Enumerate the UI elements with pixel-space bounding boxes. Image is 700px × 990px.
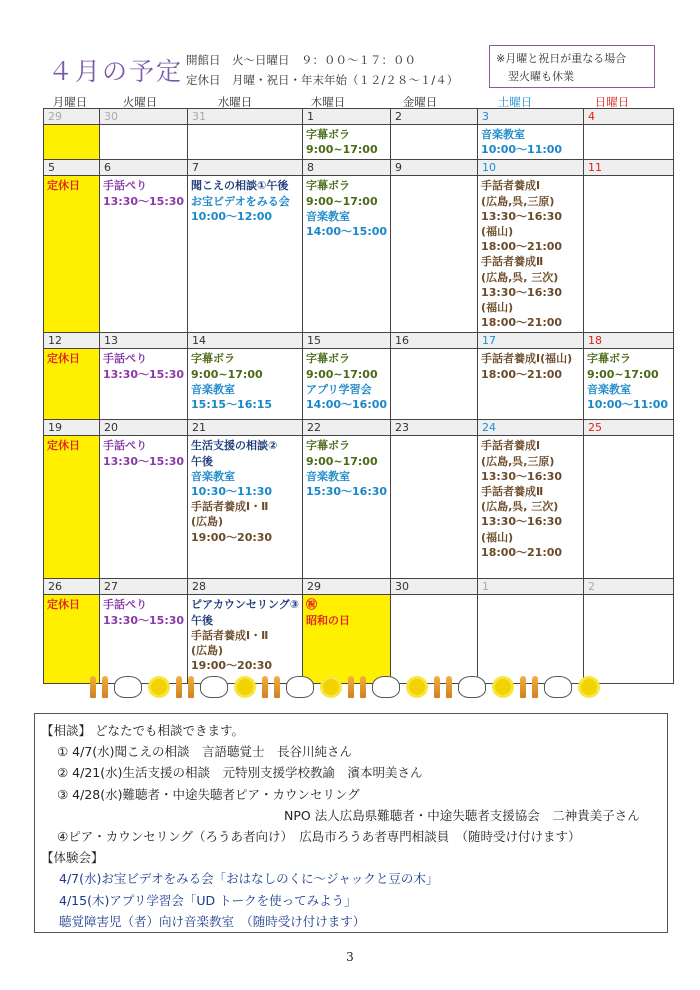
event-line: 9:00~17:00 <box>587 367 659 381</box>
event-line: 10:30～11:30 <box>191 485 273 499</box>
consult-item-3: ③ 4/28(水)難聴者・中途失聴者ピア・カウンセリング <box>57 786 360 802</box>
week-number-row <box>44 160 674 176</box>
day-events <box>100 349 188 420</box>
event-line: 18:00～21:00 <box>481 240 563 254</box>
event-line: 14:00～16:00 <box>306 398 388 412</box>
event-line: ピアカウンセリング③ <box>191 598 300 612</box>
day-events <box>478 595 584 684</box>
week-number-row <box>44 333 674 349</box>
event-line: 手話者養成Ⅰ・Ⅱ <box>191 500 269 514</box>
event-line: 字幕ボラ <box>587 352 632 366</box>
day-events <box>478 125 584 160</box>
butterfly-icon <box>286 676 314 698</box>
butterfly-icon <box>114 676 142 698</box>
event-line: ㊗ <box>306 598 318 612</box>
day-number: 12 <box>44 333 100 349</box>
opening-hours: 開館日 火～日曜日 ９：００～１７：００ <box>186 53 416 67</box>
weekday-wed: 水曜日 <box>217 95 253 109</box>
day-events <box>100 176 188 333</box>
event-line: (広島) <box>191 644 224 658</box>
day-events <box>391 176 478 333</box>
day-number: 30 <box>391 579 478 595</box>
event-line: (広島) <box>191 515 224 529</box>
event-line: 手話者養成Ⅰ <box>481 439 541 453</box>
day-events <box>584 176 674 333</box>
day-number: 29 <box>44 109 100 125</box>
event-line: 13:30～16:30 <box>481 285 563 299</box>
pencil-icon <box>360 676 366 698</box>
day-number: 10 <box>478 160 584 176</box>
day-events <box>391 349 478 420</box>
week-events-row <box>44 595 674 684</box>
day-number: 18 <box>584 333 674 349</box>
day-events <box>303 176 391 333</box>
consult-heading: 【相談】 どなたでも相談できます。 <box>41 723 244 738</box>
day-events <box>584 436 674 579</box>
consult-item-1: ① 4/7(水)聞こえの相談 言語聴覚士 長谷川純さん <box>57 744 353 760</box>
event-line: 生活支援の相談② <box>191 439 278 453</box>
day-events <box>391 595 478 684</box>
event-line: 字幕ボラ <box>306 179 351 193</box>
day-events <box>44 349 100 420</box>
day-number: 8 <box>303 160 391 176</box>
event-line: 手話ぺり <box>103 598 147 612</box>
day-events <box>100 436 188 579</box>
day-number: 24 <box>478 420 584 436</box>
day-events <box>44 125 100 160</box>
page-number: 3 <box>346 950 354 964</box>
day-number: 15 <box>303 333 391 349</box>
week-number-row <box>44 579 674 595</box>
butterfly-icon <box>372 676 400 698</box>
day-events <box>303 349 391 420</box>
butterfly-icon <box>200 676 228 698</box>
day-events <box>303 125 391 160</box>
experience-item-2: 4/15(木)アプリ学習会「UD トークを使ってみよう」 <box>59 892 357 908</box>
event-line: (福山) <box>481 225 514 239</box>
event-line: 18:00～21:00 <box>481 545 563 559</box>
day-number: 16 <box>391 333 478 349</box>
consult-item-3-org: NPO 法人広島県難聴者・中途失聴者支援協会 二神貴美子さん <box>284 807 640 823</box>
event-line: (広島,呉,三原) <box>481 454 555 468</box>
day-number: 11 <box>584 160 674 176</box>
event-line: 10:00～11:00 <box>481 143 563 157</box>
day-events <box>303 595 391 684</box>
event-line: 定休日 <box>47 598 80 612</box>
day-number: 4 <box>584 109 674 125</box>
day-number: 19 <box>44 420 100 436</box>
day-number: 1 <box>478 579 584 595</box>
pencil-icon <box>532 676 538 698</box>
event-line: 定休日 <box>47 179 80 193</box>
event-line: 手話者養成Ⅰ(福山) <box>481 352 573 366</box>
day-number: 5 <box>44 160 100 176</box>
flower-icon <box>409 679 425 695</box>
event-line: (広島,呉,三原) <box>481 194 555 208</box>
event-line: 字幕ボラ <box>306 439 351 453</box>
day-events <box>188 595 303 684</box>
day-events <box>303 436 391 579</box>
pencil-icon <box>188 676 194 698</box>
event-line: (広島,呉, 三次) <box>481 500 559 514</box>
event-line: 定休日 <box>47 352 80 366</box>
day-number: 17 <box>478 333 584 349</box>
flower-icon <box>237 679 253 695</box>
event-line: (福山) <box>481 530 514 544</box>
pencil-icon <box>90 676 96 698</box>
event-line: 15:15～16:15 <box>191 398 273 412</box>
event-line: 聞こえの相談①午後 <box>191 179 289 193</box>
pencil-icon <box>434 676 440 698</box>
pencil-icon <box>102 676 108 698</box>
event-line: 13:30～15:30 <box>103 367 185 381</box>
butterfly-icon <box>544 676 572 698</box>
day-events <box>100 125 188 160</box>
event-line: 音楽教室 <box>587 382 632 396</box>
week-events-row <box>44 436 674 579</box>
holiday-note-box <box>489 45 655 88</box>
day-number: 22 <box>303 420 391 436</box>
event-line: 13:30～16:30 <box>481 469 563 483</box>
event-line: 15:30～16:30 <box>306 485 388 499</box>
pencil-icon <box>274 676 280 698</box>
weekday-thu: 木曜日 <box>310 95 346 109</box>
experience-item-3: 聴覚障害児（者）向け音楽教室 （随時受け付けます） <box>59 913 366 929</box>
page-title: ４月の予定 <box>48 57 184 86</box>
week-number-row <box>44 109 674 125</box>
day-number: 13 <box>100 333 188 349</box>
event-line: 13:30～16:30 <box>481 515 563 529</box>
day-events <box>584 125 674 160</box>
event-line: アプリ学習会 <box>306 382 372 396</box>
calendar-table <box>43 108 674 684</box>
flower-icon <box>323 679 339 695</box>
day-events <box>44 595 100 684</box>
day-number: 27 <box>100 579 188 595</box>
day-events <box>100 595 188 684</box>
event-line: 9:00~17:00 <box>306 454 378 468</box>
event-line: お宝ビデオをみる会 <box>191 194 290 208</box>
weekday-sun: 日曜日 <box>594 95 630 109</box>
event-line: 19:00～20:30 <box>191 530 273 544</box>
day-events <box>478 436 584 579</box>
day-number: 7 <box>188 160 303 176</box>
day-number: 6 <box>100 160 188 176</box>
event-line: 10:00～12:00 <box>191 209 273 223</box>
day-number: 30 <box>100 109 188 125</box>
holiday-note-line1: ※月曜と祝日が重なる場合 <box>496 52 627 65</box>
day-events <box>188 176 303 333</box>
day-number: 9 <box>391 160 478 176</box>
weekday-mon: 月曜日 <box>52 95 88 109</box>
event-line: 手話者養成Ⅱ <box>481 485 544 499</box>
event-line: 音楽教室 <box>191 469 236 483</box>
event-line: 手話ぺり <box>103 439 147 453</box>
day-number: 21 <box>188 420 303 436</box>
event-line: 定休日 <box>47 439 80 453</box>
event-line: 字幕ボラ <box>191 352 236 366</box>
experience-heading: 【体験会】 <box>41 850 104 866</box>
day-number: 23 <box>391 420 478 436</box>
day-events <box>584 595 674 684</box>
pencil-icon <box>262 676 268 698</box>
week-number-row <box>44 420 674 436</box>
pencil-icon <box>520 676 526 698</box>
flower-icon <box>495 679 511 695</box>
event-line: 手話者養成Ⅰ <box>481 179 541 193</box>
day-events <box>188 125 303 160</box>
event-line: 音楽教室 <box>306 469 351 483</box>
event-line: 午後 <box>191 454 214 468</box>
day-events <box>391 436 478 579</box>
event-line: 13:30～15:30 <box>103 454 185 468</box>
decorative-border <box>90 672 630 702</box>
event-line: 音楽教室 <box>306 209 351 223</box>
week-events-row <box>44 349 674 420</box>
weekday-sat: 土曜日 <box>497 95 533 109</box>
flower-icon <box>581 679 597 695</box>
event-line: 13:30～15:30 <box>103 194 185 208</box>
day-events <box>188 349 303 420</box>
event-line: 19:00～20:30 <box>191 659 273 673</box>
event-line: 手話ぺり <box>103 352 147 366</box>
event-line: 14:00～15:00 <box>306 225 388 239</box>
event-line: 音楽教室 <box>191 382 236 396</box>
day-events <box>391 125 478 160</box>
day-number: 29 <box>303 579 391 595</box>
experience-item-1: 4/7(水)お宝ビデオをみる会「おはなしのくに～ジャックと豆の木」 <box>59 871 439 887</box>
event-line: 9:00~17:00 <box>306 143 378 157</box>
event-line: 手話者養成Ⅱ <box>481 255 544 269</box>
day-events <box>478 349 584 420</box>
day-number: 28 <box>188 579 303 595</box>
holiday-note-line2: 翌火曜も休業 <box>508 70 574 83</box>
day-number: 2 <box>584 579 674 595</box>
event-line: 昭和の日 <box>306 613 351 627</box>
day-number: 31 <box>188 109 303 125</box>
event-line: 10:00～11:00 <box>587 398 669 412</box>
day-events <box>44 176 100 333</box>
weekday-fri: 金曜日 <box>402 95 438 109</box>
butterfly-icon <box>458 676 486 698</box>
event-line: 13:30～16:30 <box>481 209 563 223</box>
week-events-row <box>44 125 674 160</box>
day-number: 20 <box>100 420 188 436</box>
info-box <box>34 713 668 933</box>
day-events <box>188 436 303 579</box>
day-events <box>478 176 584 333</box>
event-line: 9:00~17:00 <box>306 194 378 208</box>
day-number: 1 <box>303 109 391 125</box>
week-events-row <box>44 176 674 333</box>
event-line: (広島,呉, 三次) <box>481 270 559 284</box>
day-number: 14 <box>188 333 303 349</box>
consult-item-2: ② 4/21(水)生活支援の相談 元特別支援学校教諭 濱本明美さん <box>57 765 423 781</box>
weekday-tue: 火曜日 <box>122 95 158 109</box>
day-number: 26 <box>44 579 100 595</box>
event-line: 9:00~17:00 <box>306 367 378 381</box>
event-line: 手話ぺり <box>103 179 147 193</box>
event-line: 9:00~17:00 <box>191 367 263 381</box>
day-number: 3 <box>478 109 584 125</box>
pencil-icon <box>176 676 182 698</box>
day-number: 25 <box>584 420 674 436</box>
flower-icon <box>151 679 167 695</box>
event-line: 午後 <box>191 613 214 627</box>
pencil-icon <box>446 676 452 698</box>
day-events <box>584 349 674 420</box>
event-line: 字幕ボラ <box>306 128 351 141</box>
consult-item-4: ④ピア・カウンセリング（ろうあ者向け） 広島市ろうあ者専門相談員 （随時受け付けます） <box>57 829 581 845</box>
event-line: 手話者養成Ⅰ・Ⅱ <box>191 628 269 642</box>
closed-days: 定休日 月曜・祝日・年末年始（１２/２８～１/４） <box>186 73 459 87</box>
pencil-icon <box>348 676 354 698</box>
day-number: 2 <box>391 109 478 125</box>
event-line: 13:30～15:30 <box>103 613 185 627</box>
event-line: (福山) <box>481 301 514 315</box>
day-events <box>44 436 100 579</box>
event-line: 字幕ボラ <box>306 352 351 366</box>
event-line: 18:00～21:00 <box>481 367 563 381</box>
event-line: 18:00～21:00 <box>481 316 563 330</box>
event-line: 音楽教室 <box>481 128 526 141</box>
